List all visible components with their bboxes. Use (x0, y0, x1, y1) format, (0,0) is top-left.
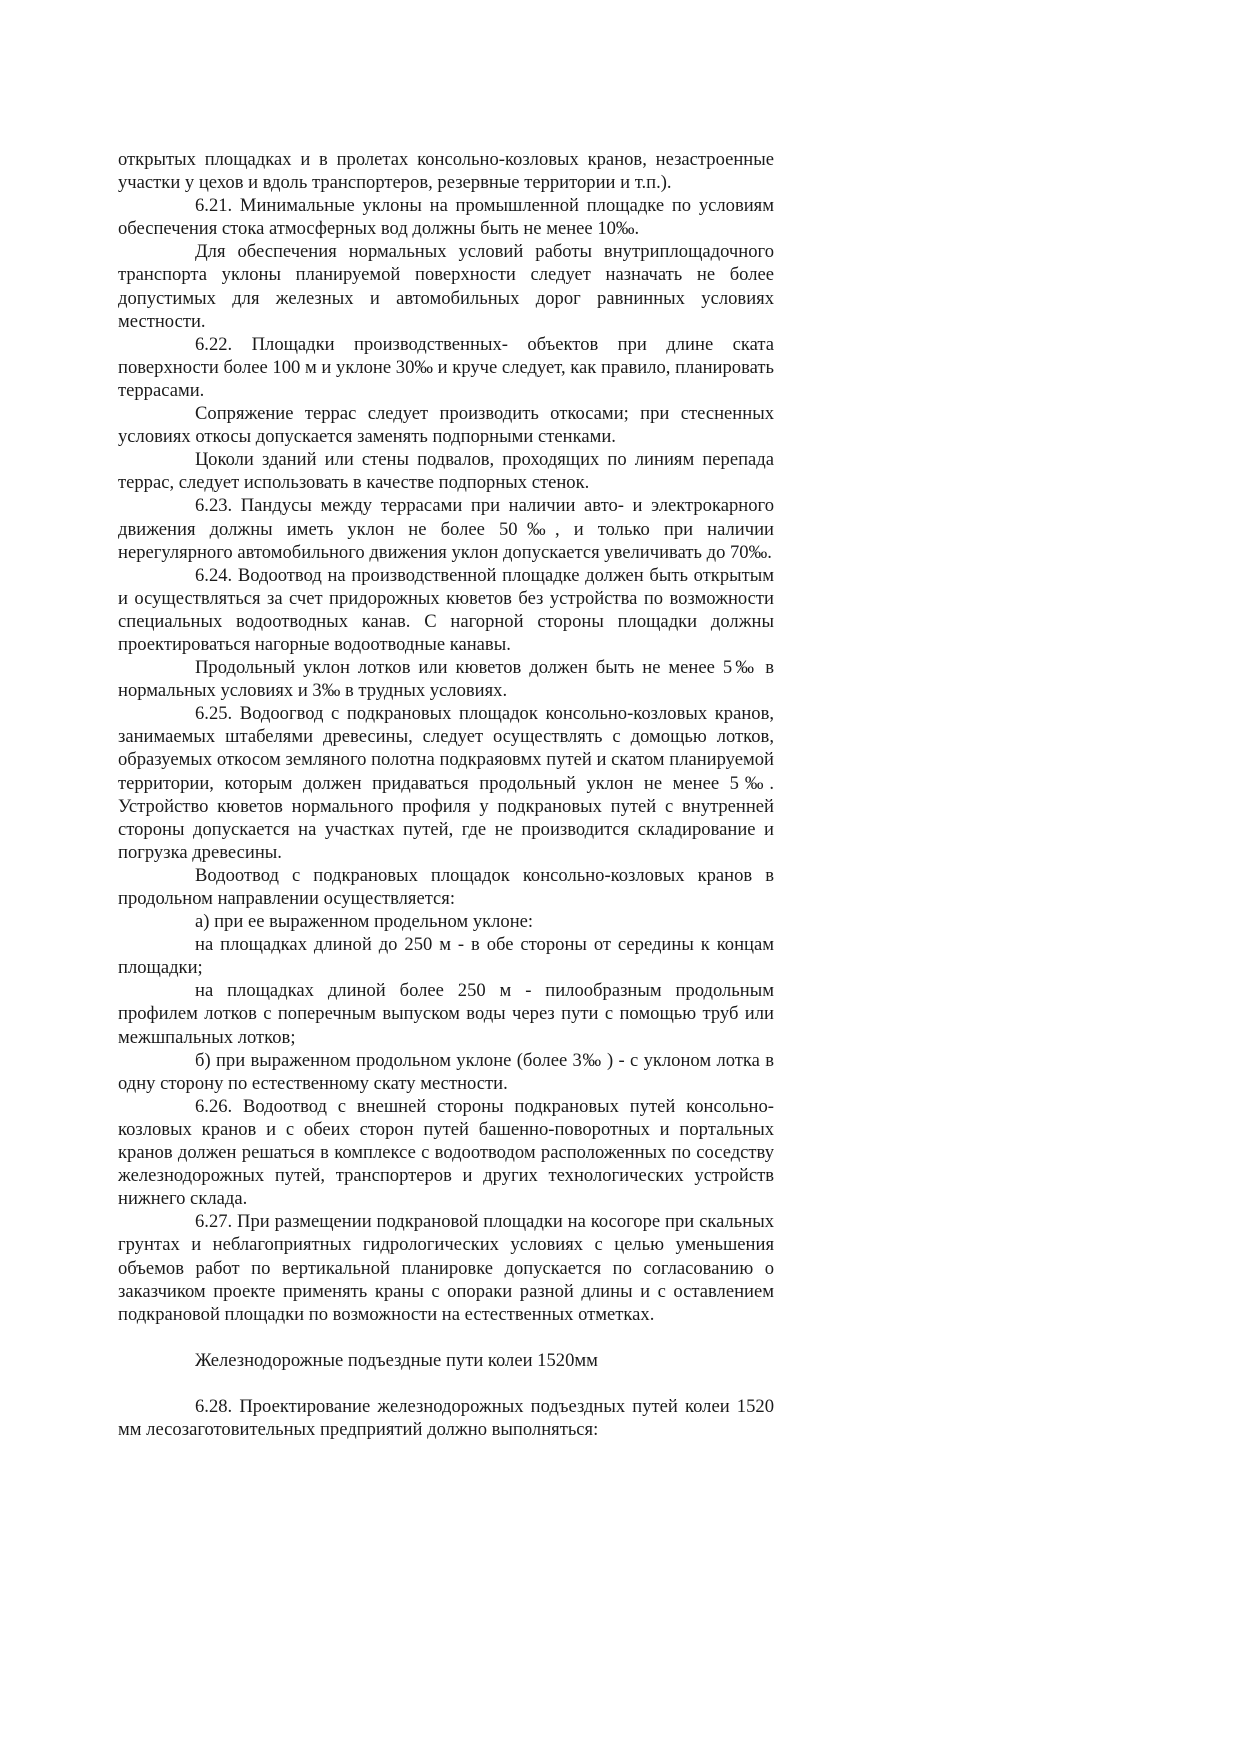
list-subitem: на площадках длиной более 250 м - пилообразным продольным профилем лотков с поперечным выпуском воды через пути с помощью труб или межшпальных лотков; (118, 980, 774, 1048)
paragraph-6-26: 6.26. Водоотвод с внешней стороны подкрановых путей консольно-козловых кранов и с обеих сторон путей башенно-поворотных и портальных кранов должен решаться в комплексе с водоотводом расположенных по соседству железнодорожных путей, транспортеров и других технологических устройств нижнего склада. (118, 1095, 774, 1210)
paragraph-6-21: 6.21. Минимальные уклоны на промышленной площадке по условиям обеспечения стока атмосферных вод должны быть не менее 10‰. (118, 195, 774, 240)
section-heading: Железнодорожные подъездные пути колеи 1520мм (195, 1349, 598, 1371)
paragraph-6-28: 6.28. Проектирование железнодорожных подъездных путей колеи 1520 мм лесозаготовительных предприятий должно выполняться: (118, 1396, 774, 1441)
paragraph-6-24: 6.24. Водоотвод на производственной площадке должен быть открытым и осуществляться за счет придорожных кюветов без устройства по возможности специальных водоотводных канав. С нагорной стороны площадки должны проектироваться нагорные водоотводные канавы. (118, 564, 774, 655)
list-item-b: б) при выраженном продольном уклоне (более 3‰ ) - с уклоном лотка в одну сторону по естественному скату местности. (118, 1049, 774, 1094)
paragraph-6-23: 6.23. Пандусы между террасами при наличии авто- и электрокарного движения должны иметь уклон не более 50‰, и только при наличии нерегулярного автомобильного движения уклон допускается увеличивать до 70‰. (118, 495, 774, 563)
paragraph: Для обеспечения нормальных условий работы внутриплощадочного транспорта уклоны планируемой поверхности следует назначать не более допустимых для железных и автомобильных дорог равнинных условиях местности. (118, 241, 774, 332)
paragraph: Продольный уклон лотков или кюветов должен быть не менее 5‰ в нормальных условиях и 3‰ в трудных условиях. (118, 657, 774, 702)
paragraph-6-27: 6.27. При размещении подкрановой площадки на косогоре при скальных грунтах и неблагоприятных гидрологических условиях с целью уменьшения объемов работ по вертикальной планировке допускается по согласованию о заказчиком проекте применять краны с опораки разной длины и с оставлением подкрановой площадки по возможности на естественных отметках. (118, 1211, 774, 1325)
list-item-a: а) при ее выраженном продельном уклоне: (195, 911, 534, 933)
paragraph-6-22: 6.22. Площадки производственных- объектов при длине ската поверхности более 100 м и уклоне 30‰ и круче следует, как правило, планировать террасами. (118, 333, 774, 401)
paragraph-continuation: открытых площадках и в пролетах консольно-козловых кранов, незастроенные участки у цехов и вдоль транспортеров, резервные территории и т.п.). (118, 149, 774, 194)
paragraph: Водоотвод с подкрановых площадок консольно-козловых кранов в продольном направлении осуществляется: (118, 864, 774, 909)
list-subitem: на площадках длиной до 250 м - в обе стороны от середины к концам площадки; (118, 934, 774, 979)
paragraph-6-25: 6.25. Водоогвод с подкрановых площадок консольно-козловых кранов, занимаемых штабелями древесины, следует осуществлять с домощью лотков, образуемых откосом земляного полотна подкраяовмх путей и скатом планируемой территории, которым должен придаваться продольный уклон не менее 5‰. Устройство кюветов нормального профиля у подкрановых путей с внутренней стороны допускается на участках путей, где не производится складирование и погрузка древесины. (118, 703, 774, 863)
paragraph: Цоколи зданий или стены подвалов, проходящих по линиям перепада террас, следует использовать в качестве подпорных стенок. (118, 449, 774, 494)
paragraph: Сопряжение террас следует производить откосами; при стесненных условиях откосы допускается заменять подпорными стенками. (118, 403, 774, 448)
document-body (118, 148, 774, 1441)
